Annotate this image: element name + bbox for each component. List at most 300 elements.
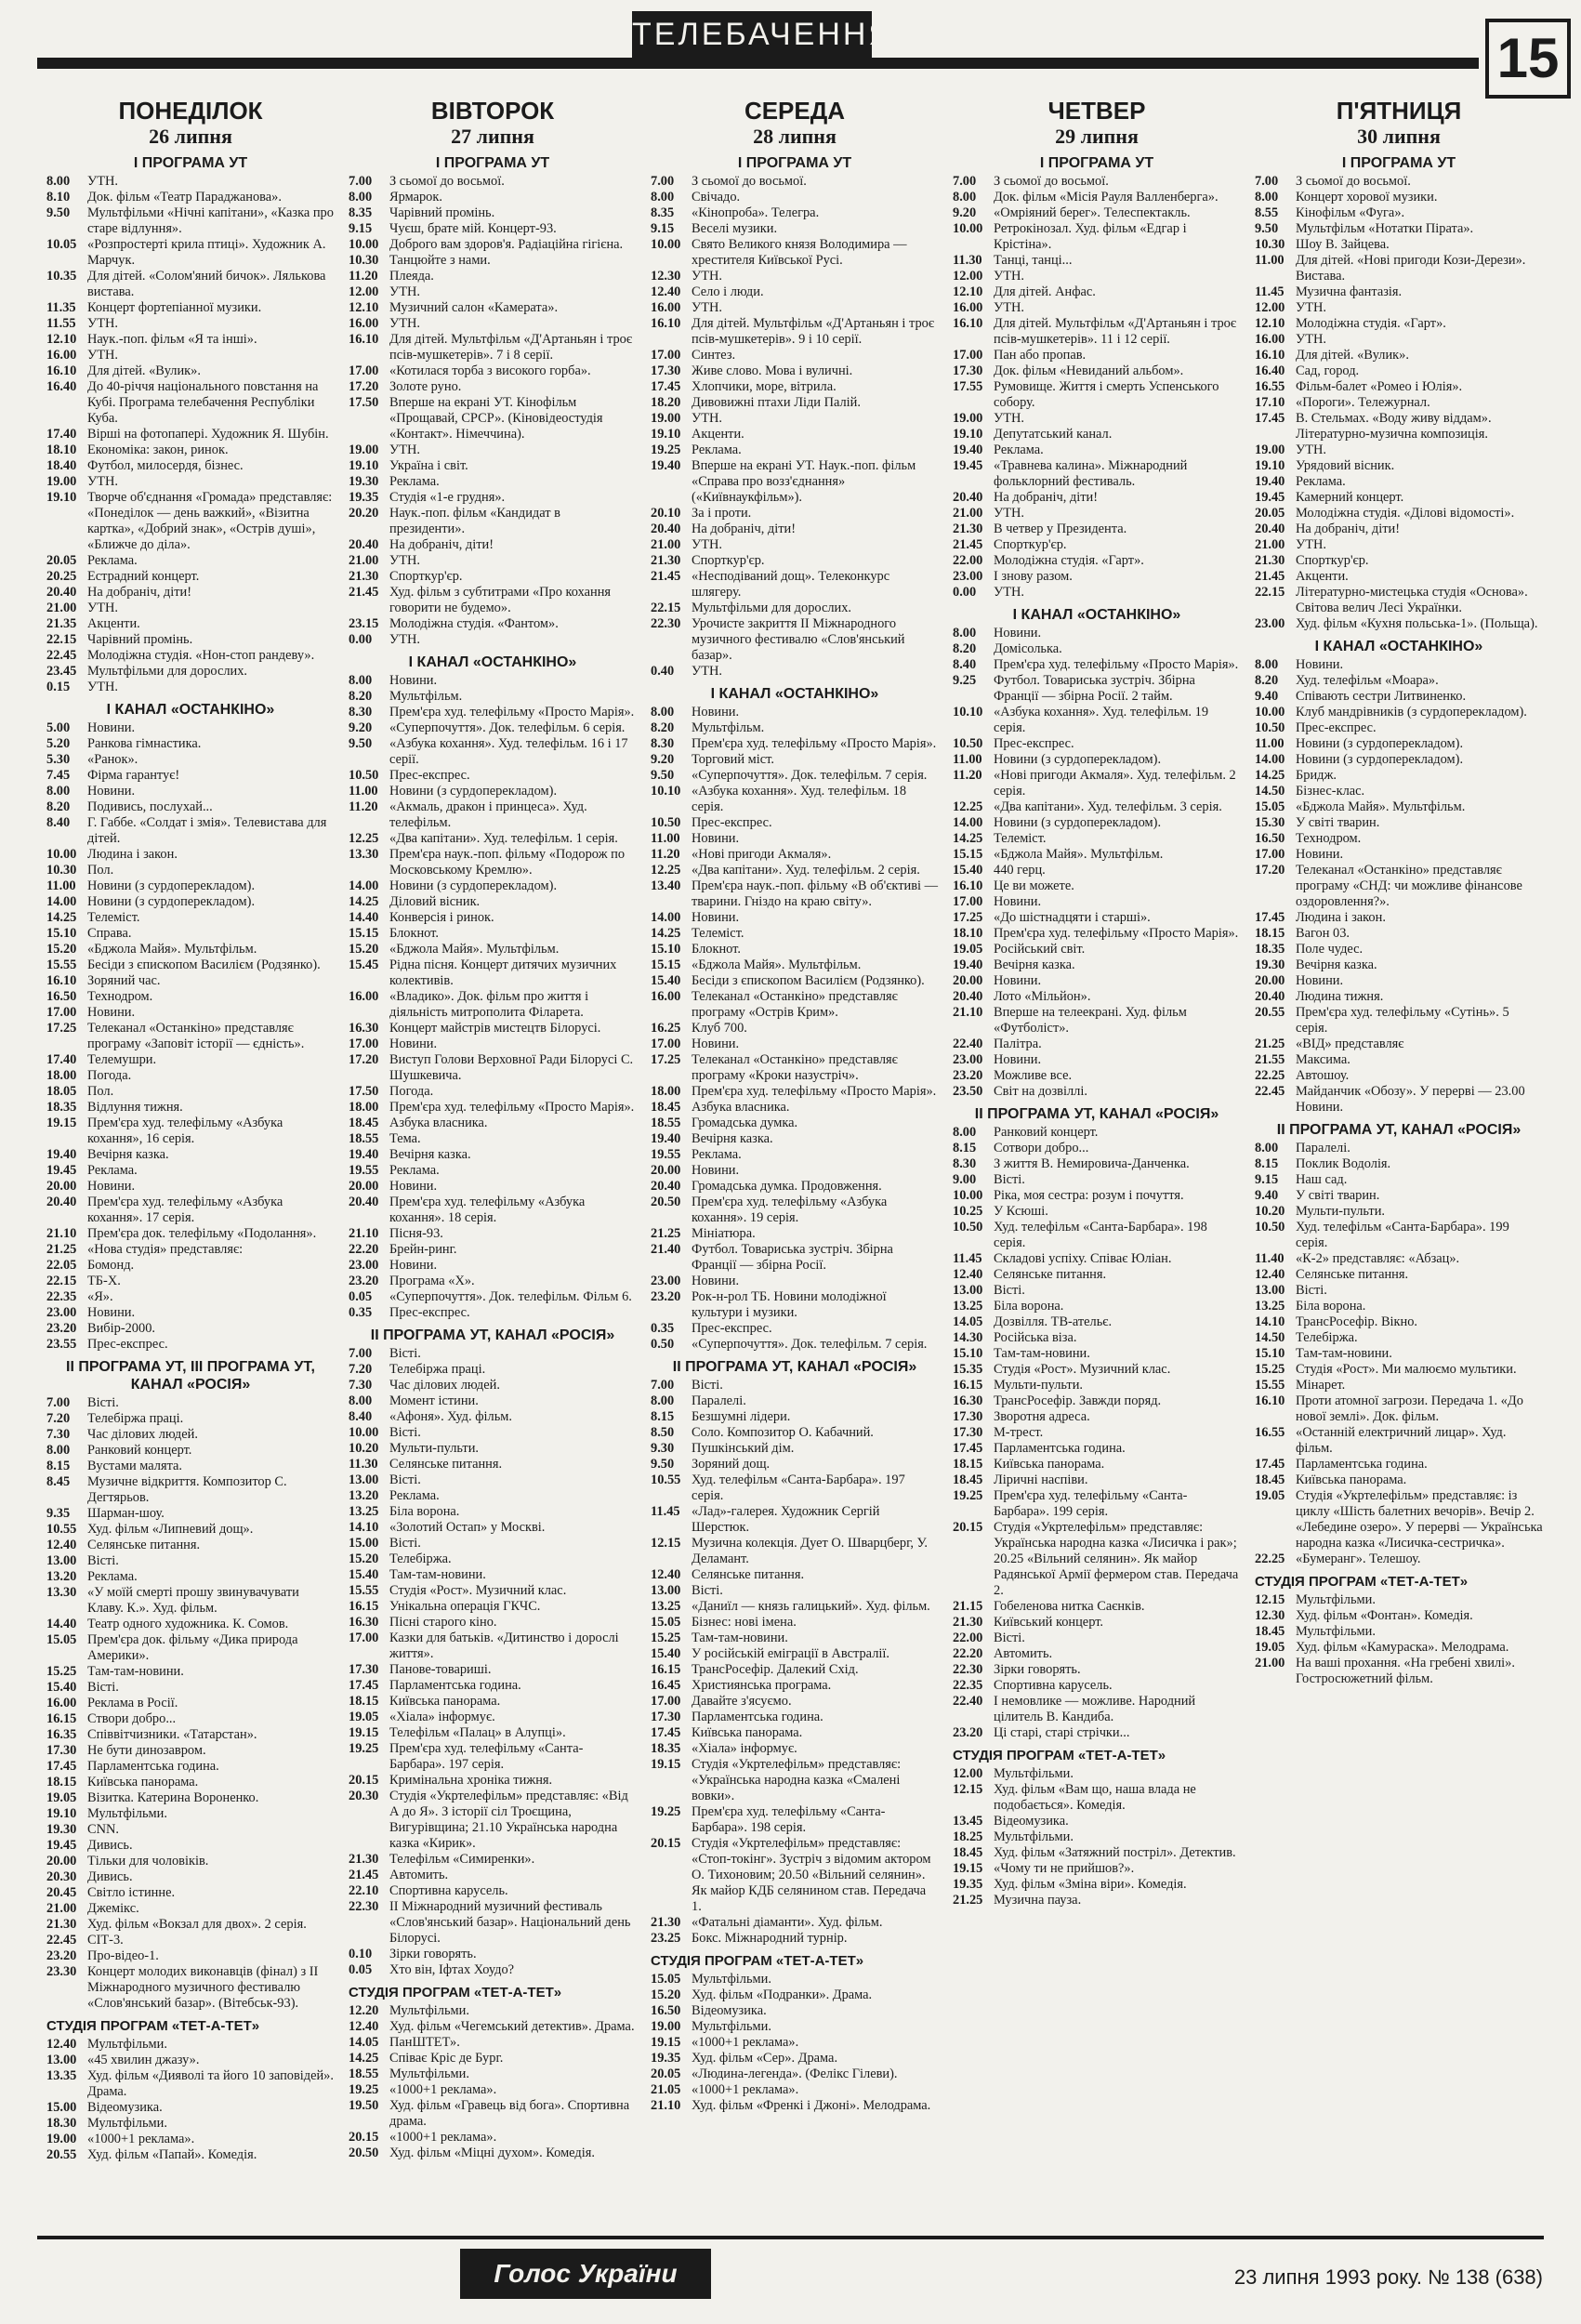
program-entry [651, 752, 939, 768]
program-entry [953, 411, 1241, 427]
program-time: 14.00 [651, 910, 681, 925]
program-entry [46, 799, 335, 815]
program-title: Мультфільми. [87, 2037, 167, 2052]
program-time: 23.20 [349, 1274, 379, 1288]
program-time: 19.15 [953, 1861, 983, 1876]
program-entry [651, 237, 939, 269]
program-entry [46, 878, 335, 894]
program-entry [1255, 1204, 1543, 1220]
program-time: 22.40 [953, 1037, 983, 1051]
program-entry [953, 1488, 1241, 1520]
program-time: 19.10 [651, 427, 681, 442]
program-entry [349, 1305, 637, 1321]
program-entry [651, 1100, 939, 1116]
program-time: 17.30 [651, 1710, 681, 1724]
program-entry [953, 1220, 1241, 1251]
program-time: 19.25 [349, 1741, 379, 1756]
program-time: 19.45 [953, 458, 983, 473]
program-entry [349, 894, 637, 910]
program-title: «Бджола Майя». Мультфільм. [1296, 799, 1466, 814]
program-time: 15.20 [651, 1987, 681, 2002]
program-entry [1255, 1656, 1543, 1687]
program-title: Вісті. [87, 1553, 119, 1568]
program-entry [1255, 253, 1543, 284]
program-entry [953, 1346, 1241, 1362]
program-title: Зоряний час. [87, 973, 161, 988]
program-title: Хлопчики, море, вітрила. [692, 379, 837, 394]
program-time: 9.40 [1255, 689, 1279, 704]
program-title: Телефільм «Симиренки». [389, 1852, 535, 1867]
section-title: ТЕЛЕБАЧЕННЯ [632, 11, 872, 58]
program-title: «Несподіваний дощ». Телеконкурс шлягеру. [692, 569, 890, 600]
program-title: Студія «Рост». Ми малюємо мультики. [1296, 1362, 1517, 1377]
program-title: «Омріяний берег». Телеспектакль. [994, 205, 1191, 220]
program-time: 21.45 [651, 569, 681, 584]
program-time: 21.55 [1255, 1052, 1285, 1067]
program-entry [349, 1789, 637, 1852]
program-title: Візитка. Катерина Вороненко. [87, 1790, 259, 1805]
program-time: 21.00 [46, 601, 77, 615]
program-time: 10.20 [1255, 1204, 1285, 1219]
program-title: Новини (з сурдоперекладом). [389, 878, 558, 893]
program-time: 15.15 [651, 957, 681, 972]
program-title: Музичне відкриття. Композитор С. Дегтярьов. [87, 1474, 287, 1505]
program-time: 11.45 [651, 1504, 680, 1519]
program-entry [349, 2130, 637, 2146]
program-time: 9.50 [349, 736, 373, 751]
program-time: 19.40 [1255, 474, 1285, 489]
program-entry [349, 720, 637, 736]
program-entry [46, 1680, 335, 1696]
program-time: 16.30 [349, 1021, 379, 1036]
program-title: Людина тижня. [1296, 989, 1384, 1004]
program-time: 19.10 [349, 458, 379, 473]
program-title: Прем'єра худ. телефільму «Азбука кохання». 18 серія. [389, 1195, 586, 1225]
program-time: 15.40 [46, 1680, 77, 1695]
program-time: 9.35 [46, 1506, 71, 1521]
program-entry [1255, 284, 1543, 300]
program-time: 21.30 [651, 1915, 681, 1930]
program-title: «Азбука кохання». Худ. телефільм. 18 серія. [692, 784, 907, 814]
program-time: 16.10 [953, 878, 983, 893]
program-entry [46, 2100, 335, 2116]
program-title: Худ. фільм «Чегемський детектив». Драма. [389, 2019, 635, 2034]
program-time: 15.05 [651, 1972, 681, 1987]
program-time: 8.00 [651, 1393, 675, 1408]
program-time: 14.25 [349, 894, 379, 909]
program-time: 11.20 [651, 847, 680, 862]
program-title: Чарівний промінь. [87, 632, 193, 647]
program-title: Новини. [692, 1274, 740, 1288]
program-time: 19.10 [953, 427, 983, 442]
channel-heading: І КАНАЛ «ОСТАНКІНО» [106, 702, 275, 718]
program-entry [953, 1188, 1241, 1204]
program-entry [651, 1504, 939, 1536]
program-entry [1255, 1425, 1543, 1457]
program-title: Прем'єра худ. телефільму «Азбука кохання», 16 серія. [87, 1116, 283, 1146]
program-entry [46, 1195, 335, 1226]
program-time: 12.30 [1255, 1608, 1285, 1623]
program-title: «Нова студія» представляє: [87, 1242, 244, 1257]
program-time: 10.50 [953, 736, 983, 751]
program-time: 7.45 [46, 768, 71, 783]
program-title: «Лад»-галерея. Художник Сергій Шерстюк. [692, 1504, 880, 1535]
program-time: 19.10 [46, 490, 77, 505]
program-entry [651, 705, 939, 720]
program-time: 16.00 [46, 348, 77, 363]
program-time: 16.00 [46, 1696, 77, 1710]
program-title: Румовище. Життя і смерть Успенського собору. [994, 379, 1219, 410]
program-entry [953, 1251, 1241, 1267]
program-title: «Чому ти не прийшов?». [994, 1861, 1135, 1876]
program-entry [651, 1116, 939, 1131]
program-entry [953, 348, 1241, 363]
program-time: 19.15 [46, 1116, 77, 1130]
program-time: 17.00 [349, 1037, 379, 1051]
program-title: Виступ Голови Верховної Ради Білорусі С. Шушкевича. [389, 1052, 634, 1083]
program-time: 5.00 [46, 720, 71, 735]
program-time: 9.50 [651, 768, 675, 783]
program-title: Парламентська година. [692, 1710, 823, 1724]
program-entry [46, 1759, 335, 1775]
program-title: Новини. [389, 1179, 438, 1194]
program-title: Реклама. [389, 1488, 440, 1503]
program-title: Новини. [994, 626, 1042, 640]
program-title: Клуб мандрівників (з сурдоперекладом). [1296, 705, 1527, 720]
program-time: 21.30 [651, 553, 681, 568]
program-title: Соло. Композитор О. Кабачний. [692, 1425, 874, 1440]
program-time: 21.00 [1255, 537, 1285, 552]
channel-heading: ІІ ПРОГРАМА УТ, КАНАЛ «РОСІЯ» [672, 1359, 917, 1375]
program-time: 19.05 [349, 1710, 379, 1724]
program-title: Худ. фільм «Дияволі та його 10 заповідей». Драма. [87, 2068, 334, 2099]
program-title: «Ранок». [87, 752, 138, 767]
program-entry [349, 2146, 637, 2161]
program-time: 20.40 [651, 1179, 681, 1194]
program-entry [46, 1084, 335, 1100]
program-title: Бесіди з єпископом Василієм (Родзянко). [692, 973, 925, 988]
program-time: 12.40 [651, 284, 681, 299]
program-entry [953, 1052, 1241, 1068]
program-entry [46, 348, 335, 363]
program-entry [651, 269, 939, 284]
program-title: Плеяда. [389, 269, 434, 284]
program-time: 14.50 [1255, 784, 1285, 799]
program-time: 22.15 [651, 601, 681, 615]
program-time: 21.25 [651, 1226, 681, 1241]
program-title: Автомить. [994, 1646, 1053, 1661]
newspaper-masthead: Голос України [460, 2249, 711, 2299]
program-time: 7.00 [349, 1346, 373, 1361]
program-time: 10.55 [651, 1472, 681, 1487]
program-title: «Два капітани». Худ. телефільм. 2 серія. [692, 863, 920, 878]
program-entry [46, 847, 335, 863]
program-title: Новини. [994, 894, 1042, 909]
program-title: Зірки говорять. [994, 1662, 1081, 1677]
program-entry [651, 1678, 939, 1694]
program-title: На ваші прохання. «На гребені хвилі». Гостросюжетний фільм. [1296, 1656, 1515, 1686]
studio-heading: СТУДІЯ ПРОГРАМ «ТЕТ-А-ТЕТ» [46, 2018, 260, 2034]
program-title: Київська панорама. [389, 1694, 501, 1709]
program-time: 19.05 [953, 942, 983, 957]
program-entry [349, 1520, 637, 1536]
program-entry [651, 363, 939, 379]
program-title: Пол. [87, 1084, 114, 1099]
program-entry [349, 1567, 637, 1583]
program-title: Київський концерт. [994, 1615, 1104, 1630]
program-time: 11.45 [953, 1251, 982, 1266]
program-title: Відеомузика. [692, 2003, 767, 2018]
program-time: 20.40 [953, 989, 983, 1004]
program-title: Там-там-новини. [87, 1664, 184, 1679]
program-time: 16.40 [46, 379, 77, 394]
program-entry [1255, 1068, 1543, 1084]
program-title: На добраніч, діти! [87, 585, 192, 600]
program-title: Реклама. [1296, 474, 1346, 489]
program-time: 18.00 [651, 1084, 681, 1099]
program-time: 7.00 [46, 1395, 71, 1410]
program-entry [953, 1694, 1241, 1725]
program-time: 13.30 [46, 1585, 77, 1600]
program-entry [953, 427, 1241, 442]
program-time: 23.20 [953, 1725, 983, 1740]
program-time: 18.25 [953, 1829, 983, 1844]
program-title: Худ. фільм «Зміна віри». Комедія. [994, 1877, 1187, 1892]
program-entry [953, 1393, 1241, 1409]
program-title: ТрансРосефір. Далекий Схід. [692, 1662, 859, 1677]
program-title: І немовлике — можливе. Народний цілитель В. Кандиба. [994, 1694, 1196, 1724]
program-entry [1255, 1592, 1543, 1608]
program-title: «Азбука кохання». Худ. телефільм. 19 серія. [994, 705, 1209, 735]
program-entry [1255, 863, 1543, 910]
program-entry [953, 1893, 1241, 1908]
program-entry [349, 736, 637, 768]
program-entry [651, 1662, 939, 1678]
channel-heading: І ПРОГРАМА УТ [1341, 155, 1456, 171]
program-entry [1255, 411, 1543, 442]
program-entry [651, 1393, 939, 1409]
program-time: 15.20 [349, 1552, 379, 1566]
program-entry [651, 815, 939, 831]
program-entry [349, 1441, 637, 1457]
program-title: Автомить. [389, 1868, 449, 1882]
program-entry [349, 1131, 637, 1147]
program-title: Телеканал «Останкіно» представляє програму «Заповіт історії — єдність». [87, 1021, 305, 1051]
program-title: Вісті. [389, 1346, 421, 1361]
program-title: Вперше на телеекрані. Худ. фільм «Футболіст». [994, 1005, 1187, 1036]
program-entry [1255, 379, 1543, 395]
program-entry [953, 1829, 1241, 1845]
program-entry [349, 316, 637, 332]
day-title: П'ЯТНИЦЯ [1336, 97, 1462, 125]
program-title: «Пороги». Тележурнал. [1296, 395, 1430, 410]
program-time: 21.30 [953, 1615, 983, 1630]
program-entry [651, 522, 939, 537]
program-title: Селянське питання. [87, 1538, 201, 1552]
program-title: Худ. телефільм «Санта-Барбара». 197 серія. [692, 1472, 905, 1503]
program-time: 10.20 [349, 1441, 379, 1456]
program-title: Пісні старого кіно. [389, 1615, 497, 1630]
program-entry [46, 1917, 335, 1933]
program-title: Мультфільми. [692, 2019, 771, 2034]
program-time: 21.45 [1255, 569, 1285, 584]
program-time: 16.25 [651, 1021, 681, 1036]
program-time: 17.00 [651, 1694, 681, 1709]
program-title: Вагон 03. [1296, 926, 1350, 941]
program-time: 17.30 [651, 363, 681, 378]
program-title: Концерт хорової музики. [1296, 190, 1438, 205]
program-time: 17.25 [953, 910, 983, 925]
program-time: 16.10 [46, 363, 77, 378]
program-entry [651, 831, 939, 847]
program-time: 10.00 [1255, 705, 1285, 720]
program-time: 10.00 [349, 237, 379, 252]
program-time: 14.05 [953, 1314, 983, 1329]
program-time: 11.00 [349, 784, 378, 799]
program-time: 23.20 [46, 1948, 77, 1963]
program-title: Акценти. [692, 427, 744, 442]
program-time: 13.25 [651, 1599, 681, 1614]
program-entry [651, 1084, 939, 1100]
program-entry [349, 1741, 637, 1773]
program-title: Для дітей. Анфас. [994, 284, 1096, 299]
program-time: 22.30 [651, 616, 681, 631]
program-entry [651, 1972, 939, 1987]
program-time: 12.00 [1255, 300, 1285, 315]
program-entry [46, 894, 335, 910]
program-time: 8.45 [46, 1474, 71, 1489]
program-entry [1255, 348, 1543, 363]
program-title: Творче об'єднання «Громада» представляє: «Понеділок — день важкий», «Візитна картка», «Добрий знак», «Острів душі», «Ближче до діла». [87, 490, 333, 552]
program-entry [46, 1632, 335, 1664]
program-title: Прем'єра худ. телефільму «Санта-Барбара». 198 серія. [692, 1804, 886, 1835]
channel-heading: І ПРОГРАМА УТ [1039, 155, 1154, 171]
program-time: 23.00 [651, 1274, 681, 1288]
program-entry [1255, 237, 1543, 253]
program-entry [953, 641, 1241, 657]
program-title: Вечірня казка. [87, 1147, 169, 1162]
program-time: 19.40 [349, 1147, 379, 1162]
program-time: 18.45 [953, 1472, 983, 1487]
program-time: 11.00 [953, 752, 982, 767]
program-time: 15.25 [1255, 1362, 1285, 1377]
program-time: 8.20 [953, 641, 977, 656]
day-column [46, 93, 335, 2231]
program-entry [651, 1757, 939, 1804]
program-entry [1255, 442, 1543, 458]
program-title: Студія «Рост». Музичний клас. [389, 1583, 567, 1598]
program-time: 22.20 [953, 1646, 983, 1661]
program-title: Вісті. [389, 1536, 421, 1551]
program-time: 19.15 [651, 1757, 681, 1772]
program-entry [349, 221, 637, 237]
program-time: 22.40 [953, 1694, 983, 1709]
program-entry [46, 1901, 335, 1917]
program-title: М-трест. [994, 1425, 1044, 1440]
program-entry [349, 269, 637, 284]
program-entry [46, 442, 335, 458]
program-entry [651, 1599, 939, 1615]
program-title: Худ. телефільм «Санта-Барбара». 198 серія. [994, 1220, 1207, 1250]
program-title: Худ. фільм «Камураска». Мелодрама. [1296, 1640, 1509, 1655]
program-entry [651, 1836, 939, 1915]
program-entry [46, 1506, 335, 1522]
program-title: УТН. [994, 585, 1024, 600]
program-time: 17.00 [46, 1005, 77, 1020]
program-time: 12.15 [651, 1536, 681, 1551]
program-time: 10.50 [1255, 720, 1285, 735]
program-entry [46, 553, 335, 569]
program-title: Новини (з сурдоперекладом). [994, 752, 1162, 767]
program-time: 19.05 [1255, 1640, 1285, 1655]
program-title: Дивовижні птахи Ліди Палій. [692, 395, 861, 410]
program-time: 22.30 [953, 1662, 983, 1677]
program-time: 19.55 [349, 1163, 379, 1178]
program-entry [349, 1195, 637, 1226]
program-time: 13.00 [651, 1583, 681, 1598]
program-entry [46, 957, 335, 973]
program-time: 20.40 [46, 585, 77, 600]
program-title: Телебіржа. [389, 1552, 452, 1566]
program-title: Музична колекція. Дует О. Шварцберг, У. Деламант. [692, 1536, 928, 1566]
program-time: 17.50 [349, 395, 379, 410]
program-time: 15.05 [46, 1632, 77, 1647]
program-time: 7.20 [349, 1362, 373, 1377]
program-title: Панове-товариші. [389, 1662, 492, 1677]
program-title: Гобеленова нитка Саєнків. [994, 1599, 1145, 1614]
program-entry [349, 689, 637, 705]
program-time: 11.20 [349, 799, 378, 814]
program-title: Худ. фільм «Подранки». Драма. [692, 1987, 873, 2002]
program-time: 18.55 [349, 2067, 379, 2081]
program-entry [349, 1242, 637, 1258]
program-title: Мультфільми. [1296, 1592, 1376, 1607]
program-time: 18.45 [651, 1100, 681, 1115]
program-time: 23.50 [953, 1084, 983, 1099]
program-time: 11.00 [651, 831, 680, 846]
program-time: 8.00 [46, 1443, 71, 1458]
program-title: На добраніч, діти! [389, 537, 494, 552]
program-entry [651, 1536, 939, 1567]
program-entry [349, 569, 637, 585]
tv-schedule [46, 93, 1545, 2231]
program-time: 20.40 [349, 1195, 379, 1209]
program-entry [46, 736, 335, 752]
program-title: Акценти. [1296, 569, 1349, 584]
program-title: Депутатський канал. [994, 427, 1113, 442]
program-title: Вісті. [87, 1395, 119, 1410]
program-title: Новини. [692, 831, 740, 846]
program-entry [46, 474, 335, 490]
program-title: «ВІД» представляє [1296, 1037, 1404, 1051]
channel-heading: ІІ ПРОГРАМА УТ, ІІІ ПРОГРАМА УТ, КАНАЛ «РОСІЯ» [66, 1359, 315, 1393]
program-title: Вперше на екрані УТ. Кінофільм «Прощавай, СРСР». (Кіновідеостудія «Контакт». Німеччина). [389, 395, 603, 442]
program-title: Мультфільми. [692, 1972, 771, 1987]
program-title: Реклама. [389, 474, 440, 489]
program-title: Бесіди з єпископом Василієм (Родзянко). [87, 957, 321, 972]
program-entry [46, 1005, 335, 1021]
program-title: Студія «1-е грудня». [389, 490, 506, 505]
program-time: 8.20 [1255, 673, 1279, 688]
program-title: Конверсія і ринок. [389, 910, 494, 925]
program-title: Безшумні лідери. [692, 1409, 791, 1424]
program-time: 13.30 [349, 847, 379, 862]
program-entry [953, 284, 1241, 300]
program-entry [46, 1305, 335, 1321]
program-title: Прес-експрес. [87, 1337, 168, 1352]
program-title: Час ділових людей. [87, 1427, 198, 1442]
program-entry [46, 190, 335, 205]
